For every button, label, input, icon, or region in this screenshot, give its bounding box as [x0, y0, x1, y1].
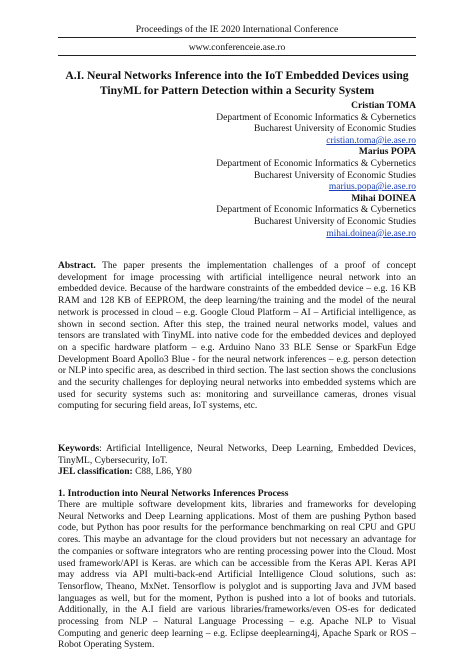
author-university: Bucharest University of Economic Studies [254, 124, 416, 135]
keywords-label: Keywords [58, 444, 100, 454]
author-email-link[interactable]: marius.popa@ie.ase.ro [328, 182, 416, 193]
abstract-text: The paper presents the implementation challenges of a proof of concept development for image processing with artificial intelligence neural network into an embedded device. Because of the hardware constraints of the embedded device – e.g. 16 KB RAM and 128 KB of EEPROM, the deep learning/the training and the model of the neural network is processed in cloud – e.g. Google Cloud Platform – AI – Artificial intelligence, as shown in second section. After this step, the trained neural networks model, values and tensors are translated with TinyML into native code for the embedded devices and deployed on a specific hardware platform – e.g. Arduino Nano 33 BLE Sense or SparkFun Edge Development Board Apollo3 Blue - for the neural network inferences – e.g. person detection or NLP into specific area, as described in third section. The last section shows the conclusions and the security challenges for deploying neural networks into embedded systems which are used for security systems such as: monitoring and surveillance cameras, drones visual computing for securing field areas, IoT systems, etc. [58, 261, 416, 412]
abstract-label: Abstract. [58, 261, 96, 271]
section-1-title: 1. Introduction into Neural Networks Inferences Process [58, 488, 289, 499]
header-rule-bottom [58, 55, 416, 56]
title-line-1: A.I. Neural Networks Inference into the IoT Embedded Devices using [65, 69, 409, 82]
author-email-link[interactable]: mihai.doinea@ie.ase.ro [326, 228, 416, 239]
author-email-link[interactable]: cristian.toma@ie.ase.ro [326, 135, 416, 146]
author-block [216, 101, 416, 240]
section-1-text: There are multiple software development kits, libraries and frameworks for developing Neural Networks and Deep Learning applications. Most of them are pushing Python based code, but Python has poor results for the performance benchmarking on real CPU and GPU cores. This maybe an advantage for the cloud providers but not necessary an advantage for the companies or software integrators who are renting processing power into the Cloud. Most used framework/API is Keras. are which can be accessible from the Keras API. Keras API may address via API multi-back-end Artificial Intelligence Cloud solutions, such as: Tensorflow, Theano, MxNet. Tensorflow is polyglot and is supporting Java and JVM based languages as well, but for the moment, Python is pushed into a lot of books and tutorials. Additionally, in the A.I field are various libraries/frameworks/even OS-es for dedicated processing from NLP – Natural Language Processing – e.g. Apache NLP to Visual Computing and generic deep learning – e.g. Eclipse deeplearning4j, Apache Spark or ROS – Robot Operating System. [58, 500, 416, 651]
author-department: Department of Economic Informatics & Cybernetics [216, 158, 416, 169]
abstract-paragraph [58, 261, 416, 413]
author-department: Department of Economic Informatics & Cybernetics [216, 205, 416, 216]
author-name: Marius POPA [358, 147, 416, 158]
keywords-paragraph [58, 444, 416, 467]
title-line-2: TinyML for Pattern Detection within a Security System [99, 84, 375, 97]
header-rule-top [58, 37, 416, 38]
conference-website: www.conferenceie.ase.ro [188, 42, 286, 53]
author-name: Cristian TOMA [351, 101, 416, 111]
author-university: Bucharest University of Economic Studies [254, 170, 416, 181]
paper-title [40, 68, 434, 98]
jel-label: JEL classification: [58, 467, 133, 477]
keywords-text: : Artificial Intelligence, Neural Networks, Deep Learning, Embedded Devices, TinyML, Cybersecurity, IoT. [58, 444, 416, 466]
author-department: Department of Economic Informatics & Cybernetics [216, 112, 416, 123]
author-university: Bucharest University of Economic Studies [254, 216, 416, 227]
author-name: Mihai DOINEA [351, 193, 416, 204]
proceedings-header: Proceedings of the IE 2020 International Conference [135, 24, 339, 35]
jel-codes: C88, L86, Y80 [132, 467, 192, 477]
jel-classification [58, 467, 416, 479]
